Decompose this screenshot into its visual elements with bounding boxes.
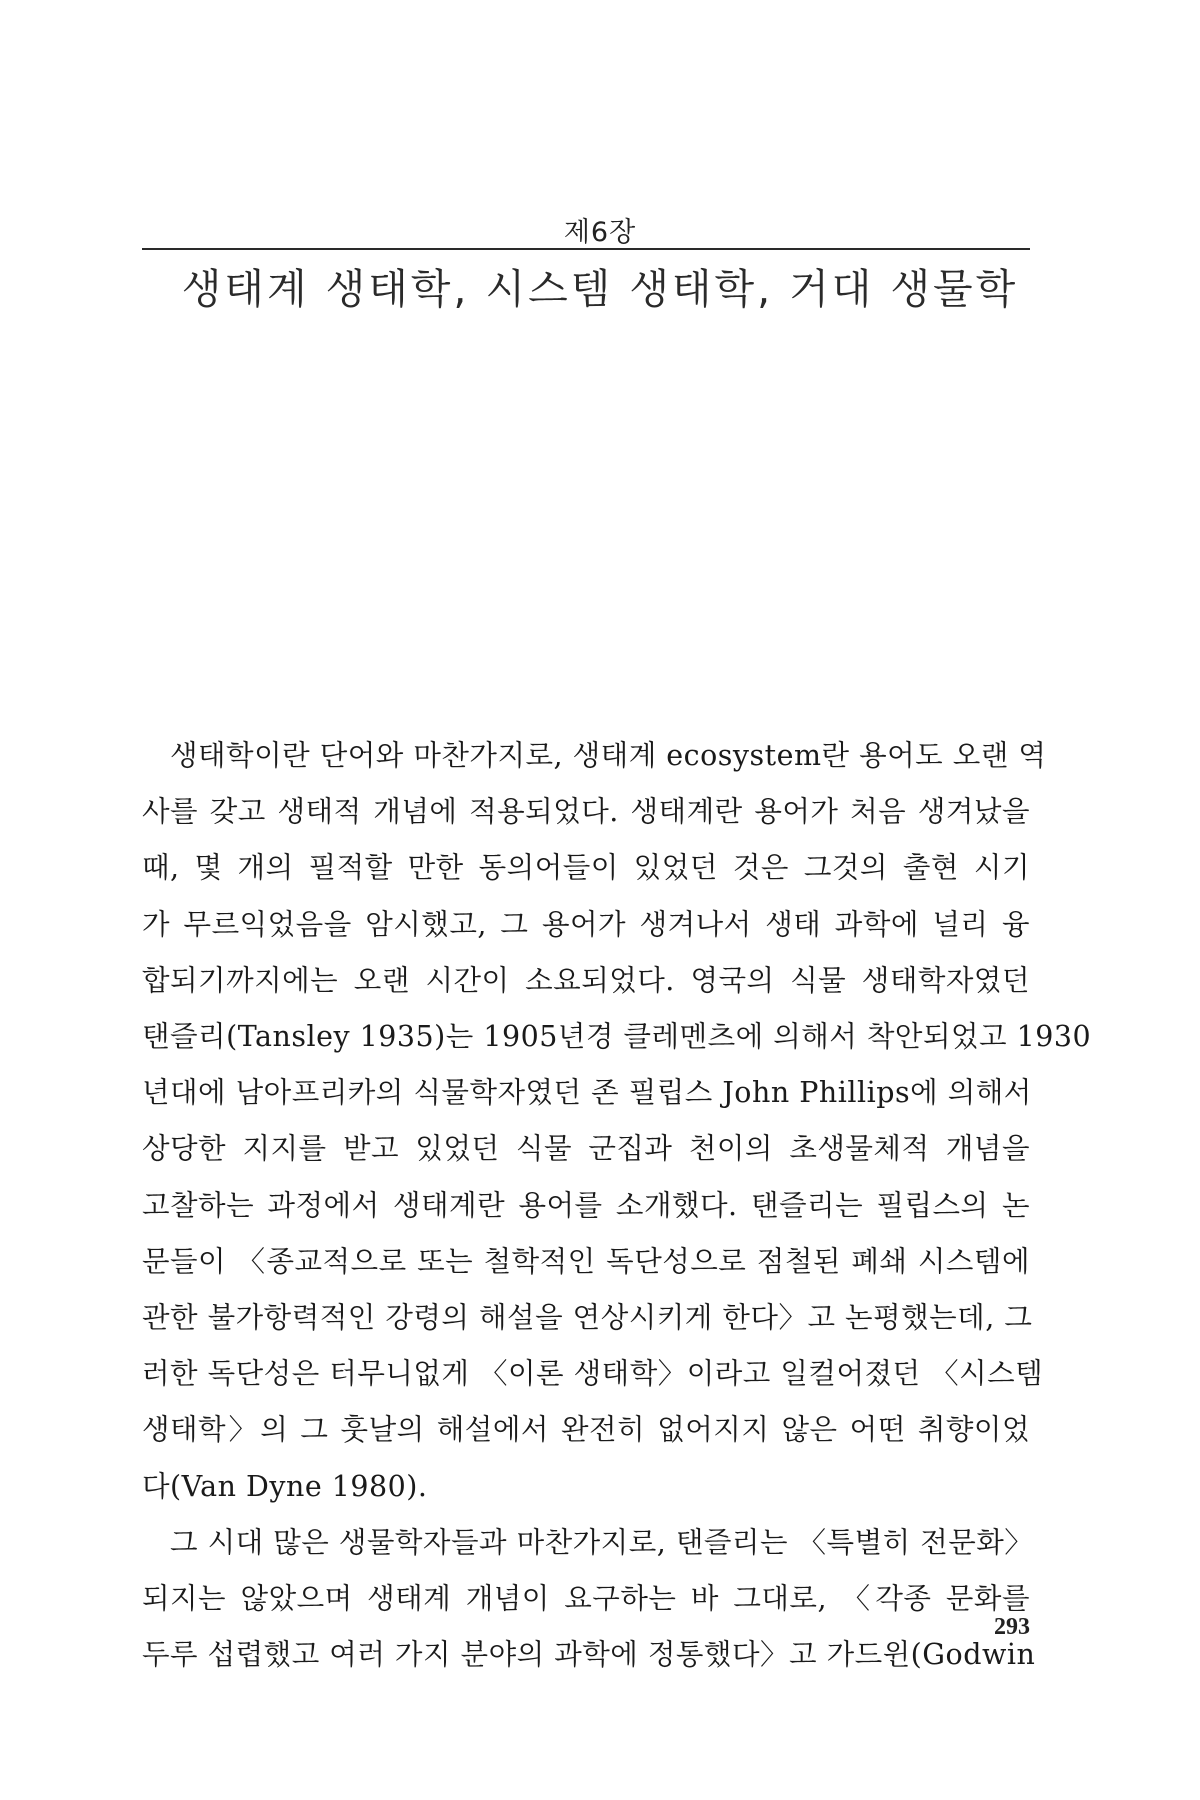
chapter-title: 생태계 생태학, 시스템 생태학, 거대 생물학 [181, 265, 1019, 313]
text-line: 다(Van Dyne 1980). [142, 1469, 428, 1503]
chapter-divider [142, 248, 1030, 250]
text-line: 탠즐리(Tansley 1935)는 1905년경 클레멘츠에 의해서 착안되었고 1930 [142, 1020, 1092, 1054]
chapter-label: 제6장 [563, 217, 637, 248]
text-line: 문들이 〈종교적으로 또는 철학적인 독단성으로 점철된 폐쇄 시스템에 [142, 1244, 1030, 1278]
body-text [142, 728, 1092, 1683]
text-line: 되지는 않았으며 생태계 개념이 요구하는 바 그대로, 〈각종 문화를 [142, 1582, 1030, 1616]
text-line: 러한 독단성은 터무니없게 〈이론 생태학〉이라고 일컬어졌던 〈시스템 [142, 1357, 1044, 1391]
text-line: 합되기까지에는 오랜 시간이 소요되었다. 영국의 식물 생태학자였던 [142, 963, 1030, 997]
text-line: 가 무르익었음을 암시했고, 그 용어가 생겨나서 생태 과학에 널리 융 [142, 907, 1030, 941]
text-line: 상당한 지지를 받고 있었던 식물 군집과 천이의 초생물체적 개념을 [142, 1132, 1030, 1166]
text-line: 생태학〉의 그 훗날의 해설에서 완전히 없어지지 않은 어떤 취향이었 [142, 1413, 1030, 1447]
text-line: 두루 섭렵했고 여러 가지 분야의 과학에 정통했다〉고 가드윈(Godwin [142, 1638, 1036, 1672]
text-line: 사를 갖고 생태적 개념에 적용되었다. 생태계란 용어가 처음 생겨났을 [142, 795, 1030, 829]
text-line: 때, 몇 개의 필적할 만한 동의어들이 있었던 것은 그것의 출현 시기 [142, 851, 1030, 885]
text-line: 생태학이란 단어와 마찬가지로, 생태계 ecosystem란 용어도 오랜 역 [170, 739, 1047, 772]
text-line: 그 시대 많은 생물학자들과 마찬가지로, 탠즐리는 〈특별히 전문화〉 [170, 1525, 1034, 1559]
text-line: 고찰하는 과정에서 생태계란 용어를 소개했다. 탠즐리는 필립스의 논 [142, 1188, 1030, 1222]
text-line: 관한 불가항력적인 강령의 해설을 연상시키게 한다〉고 논평했는데, 그 [142, 1301, 1033, 1335]
text-line: 년대에 남아프리카의 식물학자였던 존 필립스 John Phillips에 의해서 [142, 1076, 1032, 1110]
page-number: 293 [994, 1614, 1030, 1640]
paragraph-2 [142, 1515, 1036, 1684]
paragraph-1 [142, 728, 1092, 1515]
